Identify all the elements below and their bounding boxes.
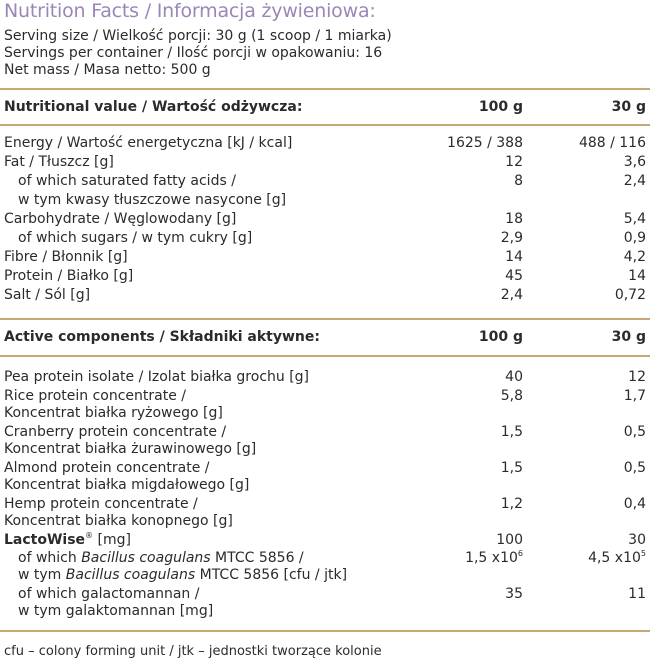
row-value-100g: 45 xyxy=(505,268,523,284)
table-row xyxy=(4,495,648,513)
row-value-30g: 4,2 xyxy=(623,249,646,265)
divider xyxy=(0,318,650,320)
row-label: Fat / Tłuszcz [g] xyxy=(4,154,114,170)
servings-per-container: Servings per container / Ilość porcji w opakowaniu: 16 xyxy=(4,45,383,61)
footnote: cfu – colony forming unit / jtk – jednostki tworzące kolonie xyxy=(4,644,382,659)
nutrition-header-col-100g: 100 g xyxy=(478,99,523,115)
bacillus-species: Bacillus coagulans xyxy=(65,567,196,583)
bacillus-prefix: w tym xyxy=(18,567,66,583)
row-label: w tym galaktomannan [mg] xyxy=(18,603,214,619)
row-value-30g: 0,4 xyxy=(623,496,646,512)
row-value-100g: 100 xyxy=(496,532,523,548)
row-label xyxy=(4,531,131,549)
table-row xyxy=(4,476,648,494)
divider xyxy=(0,88,650,90)
table-row xyxy=(4,153,648,171)
active-header-col-30g: 30 g xyxy=(611,329,646,345)
bacillus-species: Bacillus coagulans xyxy=(81,550,211,566)
value-exponent: 6 xyxy=(517,549,523,558)
page-title: Nutrition Facts / Informacja żywieniowa: xyxy=(4,0,376,22)
row-label xyxy=(18,549,304,567)
table-row xyxy=(4,210,648,228)
table-row-bacillus xyxy=(4,549,648,567)
row-value-30g: 2,4 xyxy=(623,173,646,189)
net-mass: Net mass / Masa netto: 500 g xyxy=(4,62,211,78)
row-value-30g: 0,72 xyxy=(614,287,646,303)
row-label: Carbohydrate / Węglowodany [g] xyxy=(4,211,237,227)
row-value-100g: 40 xyxy=(505,369,523,385)
bacillus-prefix: of which xyxy=(18,550,82,566)
row-label: Koncentrat białka żurawinowego [g] xyxy=(4,441,257,457)
table-row xyxy=(4,440,648,458)
table-row xyxy=(4,459,648,477)
row-label: Energy / Wartość energetyczna [kJ / kcal] xyxy=(4,135,293,151)
row-label: Fibre / Błonnik [g] xyxy=(4,249,128,265)
row-value-30g: 3,6 xyxy=(623,154,646,170)
row-value-30g: 1,7 xyxy=(623,388,646,404)
nutrition-header-col-30g: 30 g xyxy=(611,99,646,115)
row-value-100g: 1625 / 388 xyxy=(447,135,523,151)
table-row xyxy=(4,248,648,266)
table-row xyxy=(4,423,648,441)
table-row-lactowise xyxy=(4,531,648,549)
table-row xyxy=(4,191,648,209)
nutrition-header-label: Nutritional value / Wartość odżywcza: xyxy=(4,99,303,115)
table-row xyxy=(4,229,648,247)
table-row xyxy=(4,172,648,190)
divider xyxy=(0,630,650,632)
table-row xyxy=(4,267,648,285)
row-label: of which saturated fatty acids / xyxy=(18,173,236,189)
row-value-100g: 12 xyxy=(505,154,523,170)
row-label: of which sugars / w tym cukry [g] xyxy=(18,230,253,246)
row-value-30g: 488 / 116 xyxy=(578,135,646,151)
table-row xyxy=(4,387,648,405)
lactowise-unit: [mg] xyxy=(93,532,131,548)
row-label: Protein / Białko [g] xyxy=(4,268,134,284)
row-value-30g: 30 xyxy=(628,532,646,548)
row-value-30g: 0,9 xyxy=(623,230,646,246)
row-label: Rice protein concentrate / xyxy=(4,388,187,404)
row-label: Cranberry protein concentrate / xyxy=(4,424,227,440)
row-label: Koncentrat białka konopnego [g] xyxy=(4,513,233,529)
row-value-100g: 2,9 xyxy=(500,230,523,246)
row-value-100g: 14 xyxy=(505,249,523,265)
row-value-30g: 0,5 xyxy=(623,460,646,476)
row-value-100g: 8 xyxy=(514,173,523,189)
table-row xyxy=(4,512,648,530)
value-base: 4,5 x10 xyxy=(588,550,641,566)
row-label: w tym kwasy tłuszczowe nasycone [g] xyxy=(18,192,287,208)
divider xyxy=(0,124,650,126)
table-row xyxy=(4,566,648,584)
active-header-col-100g: 100 g xyxy=(478,329,523,345)
divider xyxy=(0,355,650,357)
bacillus-suffix: MTCC 5856 / xyxy=(210,550,304,566)
row-label: Pea protein isolate / Izolat białka grochu [g] xyxy=(4,369,310,385)
table-row xyxy=(4,134,648,152)
row-label: Almond protein concentrate / xyxy=(4,460,210,476)
row-value-100g: 2,4 xyxy=(500,287,523,303)
row-value-30g: 14 xyxy=(628,268,646,284)
row-label xyxy=(18,566,347,584)
row-value-30g: 0,5 xyxy=(623,424,646,440)
serving-size: Serving size / Wielkość porcji: 30 g (1 scoop / 1 miarka) xyxy=(4,28,392,44)
table-row xyxy=(4,286,648,304)
row-value-100g: 5,8 xyxy=(500,388,523,404)
row-value-30g: 12 xyxy=(628,369,646,385)
row-label: Koncentrat białka ryżowego [g] xyxy=(4,405,223,421)
registered-mark: ® xyxy=(85,531,94,540)
active-header-label: Active components / Składniki aktywne: xyxy=(4,329,320,345)
lactowise-name: LactoWise xyxy=(4,532,86,548)
row-label: Salt / Sól [g] xyxy=(4,287,91,303)
row-value-30g xyxy=(588,549,646,567)
row-label: Hemp protein concentrate / xyxy=(4,496,198,512)
row-value-100g xyxy=(465,549,523,567)
row-value-100g: 35 xyxy=(505,586,523,602)
active-header xyxy=(4,328,648,346)
bacillus-suffix: MTCC 5856 [cfu / jtk] xyxy=(195,567,348,583)
row-value-100g: 1,5 xyxy=(500,424,523,440)
table-row-galactomannan xyxy=(4,585,648,603)
row-value-30g: 11 xyxy=(628,586,646,602)
row-label: Koncentrat białka migdałowego [g] xyxy=(4,477,250,493)
nutrition-header xyxy=(4,98,648,116)
row-value-30g: 5,4 xyxy=(623,211,646,227)
row-value-100g: 1,5 xyxy=(500,460,523,476)
table-row xyxy=(4,368,648,386)
table-row xyxy=(4,602,648,620)
value-exponent: 5 xyxy=(640,549,646,558)
value-base: 1,5 x10 xyxy=(465,550,518,566)
row-value-100g: 18 xyxy=(505,211,523,227)
table-row xyxy=(4,404,648,422)
row-value-100g: 1,2 xyxy=(500,496,523,512)
row-label: of which galactomannan / xyxy=(18,586,200,602)
